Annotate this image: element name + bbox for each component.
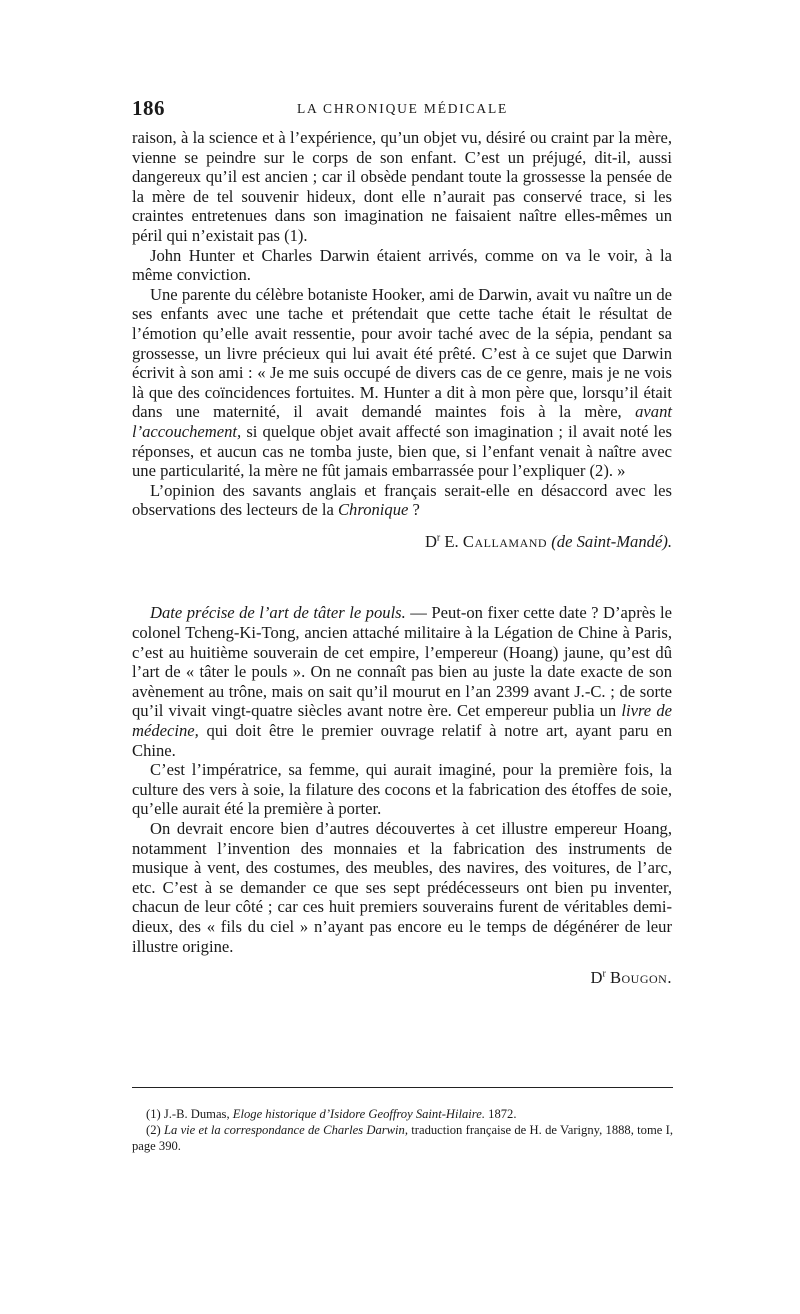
- article-callamand: [132, 128, 672, 551]
- author-signature: [132, 968, 672, 988]
- emphasis-text: avant l’accouchement,: [132, 402, 672, 441]
- author-title: $D^r$: [424, 531, 441, 551]
- journal-title: Chronique: [337, 500, 409, 520]
- page-content: [132, 96, 672, 988]
- paragraph: [132, 285, 672, 481]
- paragraph: [132, 603, 672, 760]
- footnote: (1) J.-B. Dumas, Eloge historique d’Isidore Geoffroy Saint-Hilaire. 1872.: [146, 1107, 517, 1121]
- author-name: Callamand: [462, 531, 548, 551]
- paragraph-text: Une parente du célèbre botaniste Hooker, ami de Darwin, avait vu naître un de ses enfants avec une tache et prétendait que cette tache était le résultat de l’émotion qu’elle avait ressentie, pour avoir taché avec de la sépia, pendant sa grossesse, un livre précieux qui lui avait été prêté. C’est à ce sujet que Darwin écrivit à son ami : « Je me suis occupé de divers cas de ce genre, mais je ne vois là que des coïncidences fortuites. M. Hunter a dit à mon père que, lorsqu’il était dans une maternité, il avait demandé maintes fois à la mère,: [132, 284, 672, 422]
- paragraph: On devrait encore bien d’autres découvertes à cet illustre empereur Hoang, notamment l’invention des monnaies et la fabrication des instruments de musique à vent, des costumes, des meubles, des navires, des voitures, de l’arc, etc. C’est à se demander ce que ses sept prédécesseurs ont bien pu inventer, chacun de leur côté ; car ces huit premiers souverains furent de véritables demi-dieux, des « fils du ciel » n’ayant pas encore eu le temps de dégénérer de leur illustre origine.: [132, 819, 672, 956]
- cited-title: Eloge historique d’Isidore Geoffroy Saint-Hilaire.: [232, 1107, 485, 1121]
- footnote-divider: [132, 1087, 673, 1088]
- page-header: [132, 96, 672, 128]
- paragraph: John Hunter et Charles Darwin étaient arrivés, comme on va le voir, à la même conviction.: [132, 245, 672, 285]
- paragraph: C’est l’impératrice, sa femme, qui aurait imaginé, pour la première fois, la culture des vers à soie, la filature des cocons et la fabrication des étoffes de soie, qu’elle aurait été la première à porter.: [132, 760, 672, 819]
- paragraph: [132, 481, 672, 520]
- paragraph-text: L’opinion des savants anglais et français serait-elle en désaccord avec les observations des lecteurs de la: [132, 480, 672, 520]
- author-signature: [132, 532, 672, 552]
- author-name: Bougon.: [609, 968, 672, 988]
- author-title: $D^r$: [590, 968, 606, 988]
- paragraph-text: qui doit être le premier ouvrage relatif à notre art, ayant paru en Chine.: [132, 721, 672, 760]
- author-affiliation: (de Saint-Mandé).: [551, 531, 672, 551]
- paragraph: raison, à la science et à l’expérience, qu’un objet vu, désiré ou craint par la mère, vienne se peindre sur le corps de son enfant. C’est un préjugé, dit-il, aussi dangereux qu’il est ancien ; car il obsède pendant toute la grossesse la pensée de la mère de tel souvenir hideux, dont elle n’aurait pas conservé trace, si les craintes entretenues dans son imagination ne faisaient naître elles-mêmes un péril qui n’existait pas (1).: [132, 128, 672, 245]
- page-number: 186: [132, 96, 165, 120]
- paragraph-text: ?: [408, 500, 420, 520]
- emphasis-text: livre de médecine,: [132, 701, 672, 741]
- running-title: LA CHRONIQUE MÉDICALE: [297, 101, 509, 116]
- article-bougon: [132, 603, 672, 987]
- paragraph-text: — Peut-on fixer cette date ? D’après le colonel Tcheng-Ki-Tong, ancien attaché militaire à la Légation de Chine à Paris, c’est au huitième souverain de cet empire, l’empereur (Hoang) jaune, qu’est dû l’art de « tâter le pouls ». On ne connaît pas bien au juste la date exacte de son avènement au trône, mais on sait qu’il mourut en l’an 2399 avant J.-C. ; de sorte qu’il vivait vingt-quatre siècles avant notre ère. Cet empereur publia un: [132, 603, 672, 721]
- author-initial: E.: [444, 531, 459, 551]
- footnotes: [132, 1106, 673, 1154]
- footnote: (2) La vie et la correspondance de Charles Darwin, traduction française de H. de Varigny, 1888, tome I, page 390.: [132, 1123, 673, 1153]
- cited-title: La vie et la correspondance de Charles Darwin,: [163, 1123, 408, 1137]
- paragraph-text: si quelque objet avait affecté son imagination ; il avait noté les réponses, et aucun cas ne tomba juste, bien que, si l’enfant venait à naître avec une particularité, la mère ne fût jamais embarrassée pour l’expliquer (2). »: [132, 421, 672, 481]
- article-heading: Date précise de l’art de tâter le pouls.: [150, 603, 406, 623]
